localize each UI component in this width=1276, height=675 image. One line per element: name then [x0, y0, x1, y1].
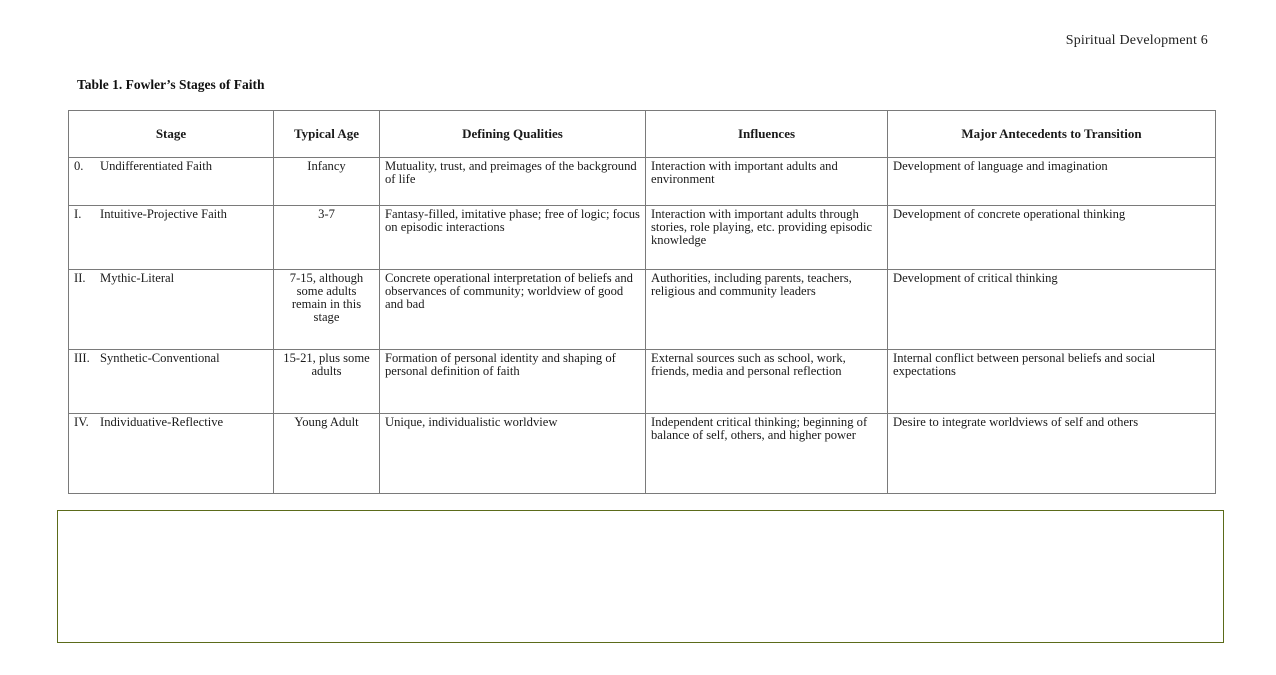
column-header-stage: Stage — [69, 111, 274, 158]
stage-number: III. — [74, 351, 90, 365]
column-header-typical-age: Typical Age — [274, 111, 380, 158]
table-row — [69, 350, 1216, 414]
influences-cell: Interaction with important adults and environment — [646, 158, 888, 206]
stage-number: 0. — [74, 159, 84, 173]
stage-number: II. — [74, 271, 86, 285]
influences-cell: Interaction with important adults through stories, role playing, etc. providing episodic knowledge — [646, 206, 888, 270]
stage-cell — [69, 350, 274, 414]
stage-number: IV. — [74, 415, 89, 429]
stage-name: Intuitive-Projective Faith — [100, 207, 227, 221]
stage-name: Synthetic-Conventional — [100, 351, 220, 365]
antecedents-cell: Development of critical thinking — [888, 270, 1216, 350]
influences-cell: Independent critical thinking; beginning of balance of self, others, and higher power — [646, 414, 888, 494]
blank-overlay-box — [57, 510, 1224, 643]
table-row — [69, 414, 1216, 494]
table-row — [69, 270, 1216, 350]
antecedents-cell: Internal conflict between personal beliefs and social expectations — [888, 350, 1216, 414]
influences-cell: Authorities, including parents, teachers, religious and community leaders — [646, 270, 888, 350]
stage-number: I. — [74, 207, 82, 221]
typical-age-cell: 3-7 — [274, 206, 380, 270]
defining-qualities-cell: Mutuality, trust, and preimages of the background of life — [380, 158, 646, 206]
column-header-major-antecedents: Major Antecedents to Transition — [888, 111, 1216, 158]
stage-name: Undifferentiated Faith — [100, 159, 213, 173]
antecedents-cell: Desire to integrate worldviews of self and others — [888, 414, 1216, 494]
stage-name: Individuative-Reflective — [100, 415, 224, 429]
running-head: Spiritual Development 6 — [1065, 33, 1208, 48]
stage-cell — [69, 414, 274, 494]
column-header-defining-qualities: Defining Qualities — [380, 111, 646, 158]
typical-age-cell: 15-21, plus some adults — [274, 350, 380, 414]
stage-cell — [69, 158, 274, 206]
stages-table — [68, 110, 1216, 494]
table-row — [69, 158, 1216, 206]
influences-cell: External sources such as school, work, friends, media and personal reflection — [646, 350, 888, 414]
column-header-influences: Influences — [646, 111, 888, 158]
antecedents-cell: Development of language and imagination — [888, 158, 1216, 206]
stage-cell — [69, 206, 274, 270]
table-header-row — [69, 111, 1216, 158]
stage-cell — [69, 270, 274, 350]
defining-qualities-cell: Concrete operational interpretation of beliefs and observances of community; worldview of good and bad — [380, 270, 646, 350]
typical-age-cell: Young Adult — [274, 414, 380, 494]
table-row — [69, 206, 1216, 270]
defining-qualities-cell: Fantasy-filled, imitative phase; free of logic; focus on episodic interactions — [380, 206, 646, 270]
table-caption: Table 1. Fowler’s Stages of Faith — [77, 77, 265, 92]
stage-name: Mythic-Literal — [100, 271, 175, 285]
antecedents-cell: Development of concrete operational thinking — [888, 206, 1216, 270]
defining-qualities-cell: Formation of personal identity and shaping of personal definition of faith — [380, 350, 646, 414]
typical-age-cell: Infancy — [274, 158, 380, 206]
defining-qualities-cell: Unique, individualistic worldview — [380, 414, 646, 494]
typical-age-cell: 7-15, although some adults remain in this stage — [274, 270, 380, 350]
